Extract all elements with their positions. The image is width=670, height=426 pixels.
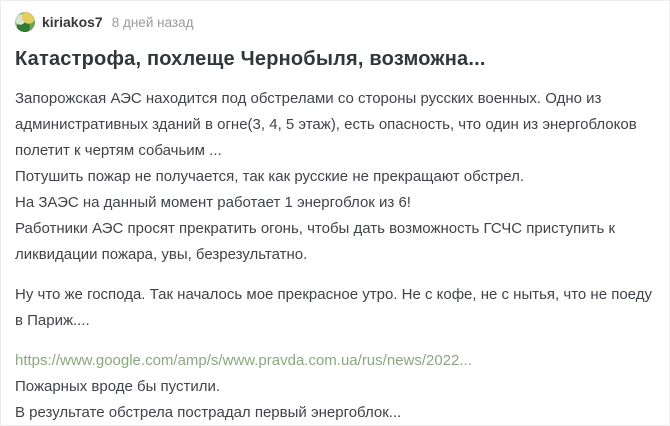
user-avatar-icon[interactable] (15, 12, 35, 32)
post-paragraph-3 (15, 348, 655, 426)
post-timestamp: 8 дней назад (111, 14, 194, 30)
paragraph-line: В результате обстрела пострадал первый энергоблок... (15, 404, 402, 421)
paragraph-line: Работники АЭС просят прекратить огонь, чтобы дать возможность ГСЧС приступить к ликвидации пожара, увы, безрезультатно. (15, 220, 616, 263)
paragraph-line: Потушить пожар не получается, так как русские не прекращают обстрел. (15, 168, 525, 185)
paragraph-line: Ну что же господа. Так началось мое прекрасное утро. Не с кофе, не с нытья, что не поеду в Париж.... (15, 286, 652, 329)
post-header (15, 11, 659, 33)
post-title: Катастрофа, похлеще Чернобыля, возможна... (15, 48, 486, 70)
post-body (15, 86, 659, 426)
paragraph-line: Пожарных вроде бы пустили. (15, 378, 221, 395)
post-paragraph-1 (15, 86, 655, 268)
article-link[interactable]: https://www.google.com/amp/s/www.pravda.com.ua/rus/news/2022... (15, 352, 472, 369)
paragraph-line: Запорожская АЭС находится под обстрелами со стороны русских военных. Одно из административных зданий в огне(3, 4, 5 этаж), есть опасность, что один из энергоблоков полетит к чертям собачьим ... (15, 90, 637, 159)
post-paragraph-2 (15, 282, 655, 334)
username-link[interactable]: kiriakos7 (42, 14, 103, 30)
paragraph-line: На ЗАЭС на данный момент работает 1 энергоблок из 6! (15, 194, 411, 211)
